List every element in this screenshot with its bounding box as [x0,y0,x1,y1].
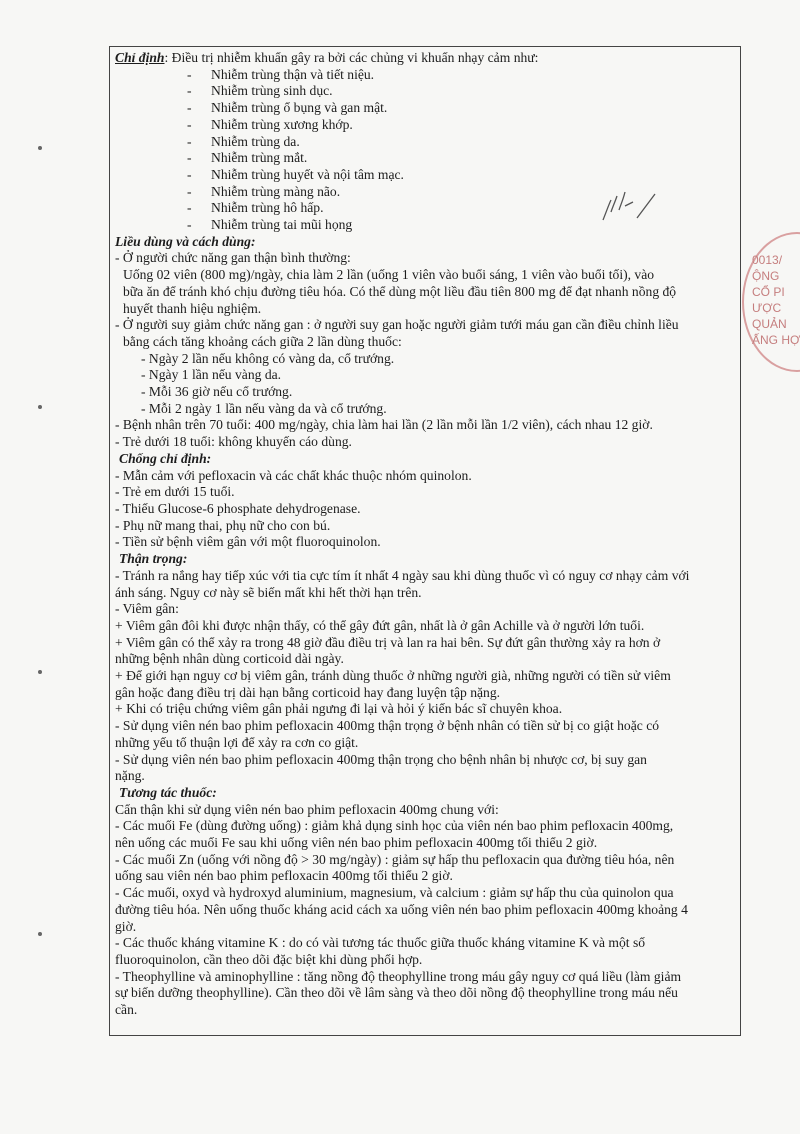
dosage-p1c: huyết thanh hiệu nghiệm. [123,300,262,316]
stamp-text: ẤNG HỢ [752,333,800,347]
dosage-sub-item: - Mỗi 36 giờ nếu cổ trướng. [141,384,293,400]
indication-item-text: Nhiễm trùng ổ bụng và gan mật. [211,100,388,116]
interaction-line: - Các muối Fe (dùng đường uống) : giảm khả dụng sinh học của viên nén bao phim pefloxacin 400mg, [115,818,674,834]
contra-list [115,468,740,552]
caution-line: những yếu tố thuận lợi để xảy ra cơn co giật. [115,734,359,750]
interaction-line: Cẩn thận khi sử dụng viên nén bao phim pefloxacin 400mg chung với: [115,801,499,817]
caution-text [115,568,740,785]
caution-line: những bệnh nhân dùng corticoid dài ngày. [115,651,344,667]
interaction-line: - Các muối, oxyd và hydroxyd aluminium, magnesium, và calcium : giảm sự hấp thu của quinolon qua [115,885,674,901]
bullet-dash: - [187,116,192,132]
contra-item: - Trẻ em dưới 15 tuổi. [115,484,235,500]
indication-label: Chỉ định [115,50,165,65]
red-stamp [742,232,800,372]
dosage-p3: - Bệnh nhân trên 70 tuổi: 400 mg/ngày, chia làm hai lần (2 lần mỗi lần 1/2 viên), cách nhau 12 giờ. [115,417,653,433]
dosage-heading: Liều dùng và cách dùng: [115,233,256,249]
dosage-p2a: - Ở người suy giảm chức năng gan : ở người suy gan hoặc người giảm tưới máu gan cần điều chỉnh liều [115,317,679,333]
caution-line: + Viêm gân đôi khi được nhận thấy, có thể gây đứt gân, nhất là ở gân Achille và ở người lớn tuổi. [115,617,645,633]
indication-item-text: Nhiễm trùng sinh dục. [211,83,333,99]
stamp-text: CỔ PI [752,285,785,299]
bullet-dash: - [187,100,192,116]
interaction-line: - Các thuốc kháng vitamine K : do có vài tương tác thuốc giữa thuốc kháng vitamine K và một số [115,935,646,951]
bullet-dash: - [187,217,192,233]
indication-item-text: Nhiễm trùng mắt. [211,150,308,166]
indication-item-text: Nhiễm trùng màng não. [211,183,341,199]
indication-item [115,150,740,167]
indication-item-text: Nhiễm trùng thận và tiết niệu. [211,66,375,82]
indication-item [115,117,740,134]
dosage-p4: - Trẻ dưới 18 tuổi: không khuyến cáo dùng. [115,434,352,450]
margin-dot [38,405,42,409]
dosage-p1: - Ở người chức năng gan thận bình thường: [115,250,351,266]
dosage-p1b: bữa ăn để tránh khó chịu đường tiêu hóa. Có thể dùng một liều đầu tiên 800 mg để đạt nhanh nồng độ [123,283,677,299]
caution-heading: Thận trọng: [119,551,188,567]
handwritten-signature [597,182,657,232]
indication-item-text: Nhiễm trùng xương khớp. [211,116,353,132]
indication-item [115,83,740,100]
dosage-sub-item: - Ngày 2 lần nếu không có vàng da, cổ trướng. [141,350,395,366]
caution-line: - Tránh ra nắng hay tiếp xúc với tia cực tím ít nhất 4 ngày sau khi dùng thuốc vì có nguy cơ nhạy cảm với [115,567,690,583]
contra-item: - Thiếu Glucose-6 phosphate dehydrogenase. [115,500,361,516]
bullet-dash: - [187,83,192,99]
margin-dot [38,670,42,674]
stamp-text: ƯỢC [752,301,782,315]
interaction-line: giờ. [115,918,137,934]
interaction-line: sự biến dưỡng theophylline). Cần theo dõi về lâm sàng và theo dõi nồng độ theophylline trong máu nếu [115,985,678,1001]
caution-line: - Sử dụng viên nén bao phim pefloxacin 400mg thận trọng cho bệnh nhân bị nhược cơ, bị suy gan [115,751,647,767]
interaction-heading: Tương tác thuốc: [119,784,217,800]
interaction-line: uống sau viên nén bao phim pefloxacin 400mg tối thiểu 2 giờ. [115,868,453,884]
interaction-line: fluoroquinolon, cần theo dõi đặc biệt khi dùng phối hợp. [115,951,423,967]
indication-item-text: Nhiễm trùng huyết và nội tâm mạc. [211,166,404,182]
margin-dot [38,146,42,150]
caution-line: - Sử dụng viên nén bao phim pefloxacin 400mg thận trọng ở bệnh nhân có tiền sử bị co giật hoặc có [115,718,660,734]
contra-item: - Tiền sử bệnh viêm gân với một fluoroquinolon. [115,534,381,550]
bullet-dash: - [187,66,192,82]
indication-item-text: Nhiễm trùng tai mũi họng [211,217,353,233]
interaction-text [115,802,740,1019]
dosage-p2b: bằng cách tăng khoảng cách giữa 2 lần dùng thuốc: [123,333,402,349]
interaction-line: - Các muối Zn (uống với nồng độ > 30 mg/ngày) : giảm sự hấp thu pefloxacin qua đường tiêu hóa, nên [115,851,675,867]
contra-heading: Chống chỉ định: [119,450,212,466]
interaction-line: cần. [115,1002,138,1018]
caution-line: + Để giới hạn nguy cơ bị viêm gân, tránh dùng thuốc ở những người già, những người có tiền sử viêm [115,668,671,684]
contra-item: - Mẫn cảm với pefloxacin và các chất khác thuộc nhóm quinolon. [115,467,472,483]
caution-line: + Khi có triệu chứng viêm gân phải ngưng đi lại và hỏi ý kiến bác sĩ chuyên khoa. [115,701,563,717]
indication-item-text: Nhiễm trùng hô hấp. [211,200,324,216]
dosage-sub-item: - Ngày 1 lần nếu vàng da. [141,367,282,383]
bullet-dash: - [187,183,192,199]
caution-line: nặng. [115,768,145,784]
bullet-dash: - [187,200,192,216]
stamp-text: ỘNG [752,269,780,283]
indication-item [115,134,740,151]
interaction-line: - Theophylline và aminophylline : tăng nồng độ theophylline trong máu gây nguy cơ quá liều (làm giảm [115,968,682,984]
caution-line: gân hoặc đang điều trị dài hạn bằng corticoid hay đang luyện tập nặng. [115,684,501,700]
bullet-dash: - [187,166,192,182]
stamp-text: QUẢN [752,317,787,331]
indication-item [115,67,740,84]
indication-item [115,100,740,117]
stamp-text: 0013/ [752,253,783,267]
dosage-p1a: Uống 02 viên (800 mg)/ngày, chia làm 2 lần (uống 1 viên vào buổi sáng, 1 viên vào buổi tối), vào [123,267,655,283]
interaction-line: đường tiêu hóa. Nên uống thuốc kháng acid cách xa uống viên nén bao phim pefloxacin 400mg khoảng 4 [115,901,688,917]
caution-line: - Viêm gân: [115,601,179,617]
margin-dot [38,932,42,936]
contra-item: - Phụ nữ mang thai, phụ nữ cho con bú. [115,517,331,533]
bullet-dash: - [187,150,192,166]
dosage-sub-item: - Mỗi 2 ngày 1 lần nếu vàng da và cổ trướng. [141,400,387,416]
caution-line: + Viêm gân có thể xảy ra trong 48 giờ đầu điều trị và lan ra hai bên. Sự đứt gân thường xảy ra hơn ở [115,634,661,650]
interaction-line: nên uống các muối Fe sau khi uống viên nén bao phim pefloxacin 400mg tối thiểu 2 giờ. [115,835,598,851]
caution-line: ánh sáng. Nguy cơ này sẽ biến mất khi hết thời hạn trên. [115,584,422,600]
indication-line [115,50,740,67]
indication-item-text: Nhiễm trùng da. [211,133,300,149]
indication-text: : Điều trị nhiễm khuẩn gây ra bởi các chủng vi khuẩn nhạy cảm như: [164,50,539,65]
bullet-dash: - [187,133,192,149]
dosage-sublist [115,351,740,418]
